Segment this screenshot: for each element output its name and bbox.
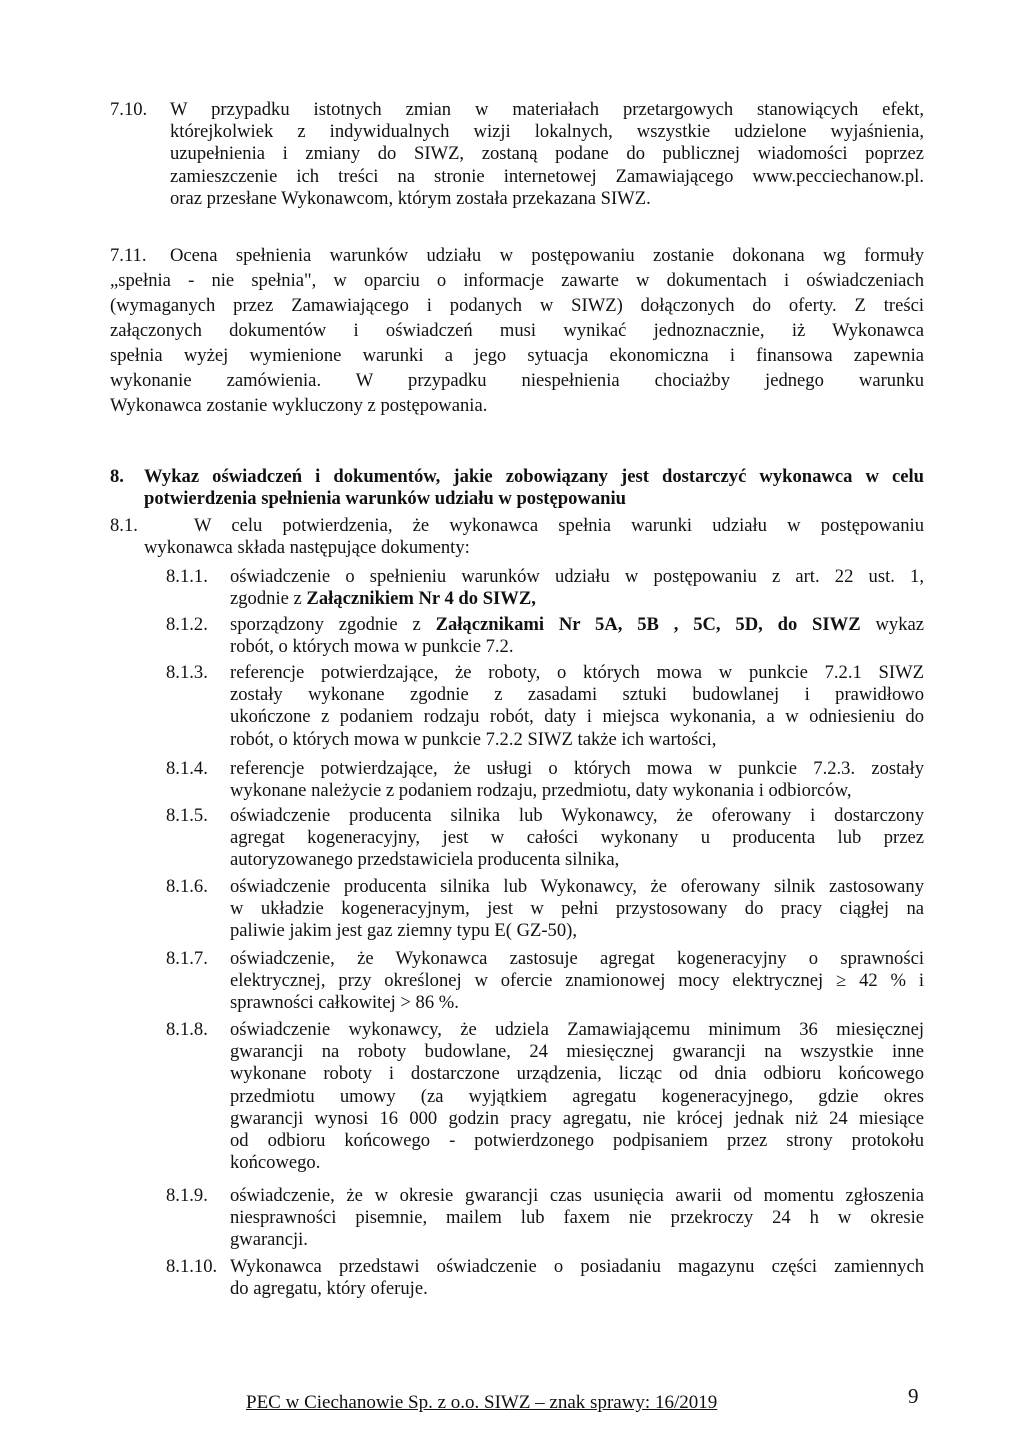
paragraph-line: uzupełnienia i zmiany do SIWZ, zostaną podane do publicznej wiadomości poprzez — [170, 143, 924, 165]
item-line: oświadczenie producenta silnika lub Wykonawcy, że oferowany i dostarczony — [230, 805, 924, 826]
paragraph-8-1 — [110, 515, 924, 559]
item-line: paliwie jakim jest gaz ziemny typu E( GZ-50), — [230, 920, 577, 942]
item-8-1-9 — [166, 1185, 924, 1252]
item-number: 8.1.6. — [166, 876, 208, 897]
heading-line: Wykaz oświadczeń i dokumentów, jakie zobowiązany jest dostarczyć wykonawca w celu — [144, 466, 924, 487]
item-8-1-7 — [166, 948, 924, 1015]
item-line: robót, o których mowa w punkcie 7.2.2 SIWZ także ich wartości, — [230, 728, 717, 750]
item-8-1-8 — [166, 1019, 924, 1174]
item-8-1-2 — [166, 614, 924, 658]
paragraph-line: wykonawca składa następujące dokumenty: — [144, 537, 470, 559]
attachment-reference: Załącznikiem Nr 4 do SIWZ, — [306, 588, 536, 610]
item-8-1-6 — [166, 876, 924, 943]
item-line: od odbioru końcowego - potwierdzonego podpisaniem przez strony protokołu — [230, 1130, 924, 1152]
item-line: oświadczenie, że Wykonawca zastosuje agregat kogeneracyjny o sprawności — [230, 948, 924, 969]
item-line: w układzie kogeneracyjnym, jest w pełni przystosowany do pracy ciągłej na — [230, 898, 924, 920]
item-number: 8.1.10. — [166, 1256, 218, 1277]
paragraph-line: W celu potwierdzenia, że wykonawca spełnia warunki udziału w postępowaniu — [194, 515, 924, 536]
paragraph-line: Wykonawca zostanie wykluczony z postępowania. — [110, 395, 488, 416]
paragraph-line: spełnia wyżej wymienione warunki a jego sytuacja ekonomiczna i finansowa zapewnia — [110, 345, 924, 366]
item-line: zostały wykonane zgodnie z zasadami sztuki budowlanej i prawidłowo — [230, 684, 924, 706]
item-line: gwarancji. — [230, 1229, 308, 1251]
paragraph-number: 8.1. — [110, 515, 138, 536]
paragraph-line: Ocena spełnienia warunków udziału w postępowaniu zostanie dokonana wg formuły — [170, 245, 924, 266]
section-8-heading — [110, 466, 924, 510]
item-line: wykonane należycie z podaniem rodzaju, przedmiotu, daty wykonania i odbiorców, — [230, 780, 852, 802]
item-line: ukończone z podaniem rodzaju robót, daty i miejsca wykonania, a w odniesieniu do — [230, 706, 924, 728]
paragraph-line: wykonanie zamówienia. W przypadku niespełnienia chociażby jednego warunku — [110, 370, 924, 391]
paragraph-line: „spełnia - nie spełnia", w oparciu o informacje zawarte w dokumentach i oświadczeniach — [110, 270, 924, 291]
item-line: przedmiotu umowy (za wyjątkiem agregatu kogeneracyjnego, gdzie okres — [230, 1085, 924, 1107]
item-number: 8.1.1. — [166, 566, 208, 587]
item-8-1-4 — [166, 758, 924, 802]
heading-line: potwierdzenia spełnienia warunków udziału w postępowaniu — [144, 488, 626, 510]
paragraph-line: załączonych dokumentów i oświadczeń musi wynikać jednoznacznie, iż Wykonawca — [110, 320, 924, 341]
page-number: 9 — [908, 1384, 919, 1408]
paragraph-line: (wymaganych przez Zamawiającego i podanych w SIWZ) dołączonych do oferty. Z treści — [110, 295, 924, 316]
item-number: 8.1.7. — [166, 948, 208, 969]
item-line: sporządzony zgodnie z Załącznikami Nr 5A, 5B , 5C, 5D, do SIWZ wykaz — [230, 614, 924, 635]
item-line: zgodnie z Załącznikiem Nr 4 do SIWZ, — [230, 588, 536, 610]
item-line: wykonane roboty i dostarczone urządzenia, licząc od dnia odbioru końcowego — [230, 1063, 924, 1085]
paragraph-7-11 — [110, 243, 924, 418]
item-line: Wykonawca przedstawi oświadczenie o posiadaniu magazynu części zamiennych — [230, 1256, 924, 1277]
page-footer: PEC w Ciechanowie Sp. z o.o. SIWZ – znak sprawy: 16/2019 — [246, 1392, 718, 1413]
item-line: niesprawności pisemnie, mailem lub faxem nie przekroczy 24 h w okresie — [230, 1207, 924, 1229]
item-number: 8.1.8. — [166, 1019, 208, 1040]
item-number: 8.1.9. — [166, 1185, 208, 1206]
item-8-1-5 — [166, 805, 924, 872]
item-line: agregat kogeneracyjny, jest w całości wykonany u producenta lub przez — [230, 827, 924, 849]
paragraph-number: 7.11. — [110, 245, 147, 266]
paragraph-line: W przypadku istotnych zmian w materiałach przetargowych stanowiących efekt, — [170, 99, 924, 120]
item-number: 8.1.4. — [166, 758, 208, 779]
paragraph-line: oraz przesłane Wykonawcom, którym została przekazana SIWZ. — [170, 187, 651, 209]
item-8-1-10 — [166, 1256, 924, 1300]
item-line: do agregatu, który oferuje. — [230, 1278, 428, 1300]
item-line: oświadczenie, że w okresie gwarancji czas usunięcia awarii od momentu zgłoszenia — [230, 1185, 924, 1206]
paragraph-line: zamieszczenie ich treści na stronie internetowej Zamawiającego www.pecciechanow.pl. — [170, 165, 924, 187]
paragraph-line: którejkolwiek z indywidualnych wizji lokalnych, wszystkie udzielone wyjaśnienia, — [170, 121, 924, 143]
item-line: elektrycznej, przy określonej w ofercie znamionowej mocy elektrycznej ≥ 42 % i — [230, 970, 924, 992]
item-line: sprawności całkowitej > 86 %. — [230, 992, 459, 1014]
item-line: oświadczenie wykonawcy, że udziela Zamawiającemu minimum 36 miesięcznej — [230, 1019, 924, 1040]
attachment-reference: Załącznikami Nr 5A, 5B , 5C, 5D, do SIWZ — [435, 614, 861, 635]
item-8-1-3 — [166, 662, 924, 751]
item-line: referencje potwierdzające, że roboty, o których mowa w punkcie 7.2.1 SIWZ — [230, 662, 924, 683]
item-line: gwarancji wynosi 16 000 godzin pracy agregatu, nie krócej jednak niż 24 miesiące — [230, 1107, 924, 1129]
item-line: końcowego. — [230, 1152, 321, 1174]
item-line: referencje potwierdzające, że usługi o których mowa w punkcie 7.2.3. zostały — [230, 758, 924, 779]
item-line: robót, o których mowa w punkcie 7.2. — [230, 636, 514, 658]
item-line: gwarancji na roboty budowlane, 24 miesięcznej gwarancji na wszystkie inne — [230, 1041, 924, 1063]
section-number: 8. — [110, 466, 124, 487]
item-number: 8.1.2. — [166, 614, 208, 635]
item-8-1-1 — [166, 566, 924, 610]
item-line: oświadczenie o spełnieniu warunków udziału w postępowaniu z art. 22 ust. 1, — [230, 566, 924, 587]
item-number: 8.1.5. — [166, 805, 208, 826]
item-number: 8.1.3. — [166, 662, 208, 683]
paragraph-7-10 — [110, 99, 924, 210]
item-line: autoryzowanego przedstawiciela producenta silnika, — [230, 849, 620, 871]
item-line: oświadczenie producenta silnika lub Wykonawcy, że oferowany silnik zastosowany — [230, 876, 924, 897]
paragraph-number: 7.10. — [110, 99, 148, 120]
